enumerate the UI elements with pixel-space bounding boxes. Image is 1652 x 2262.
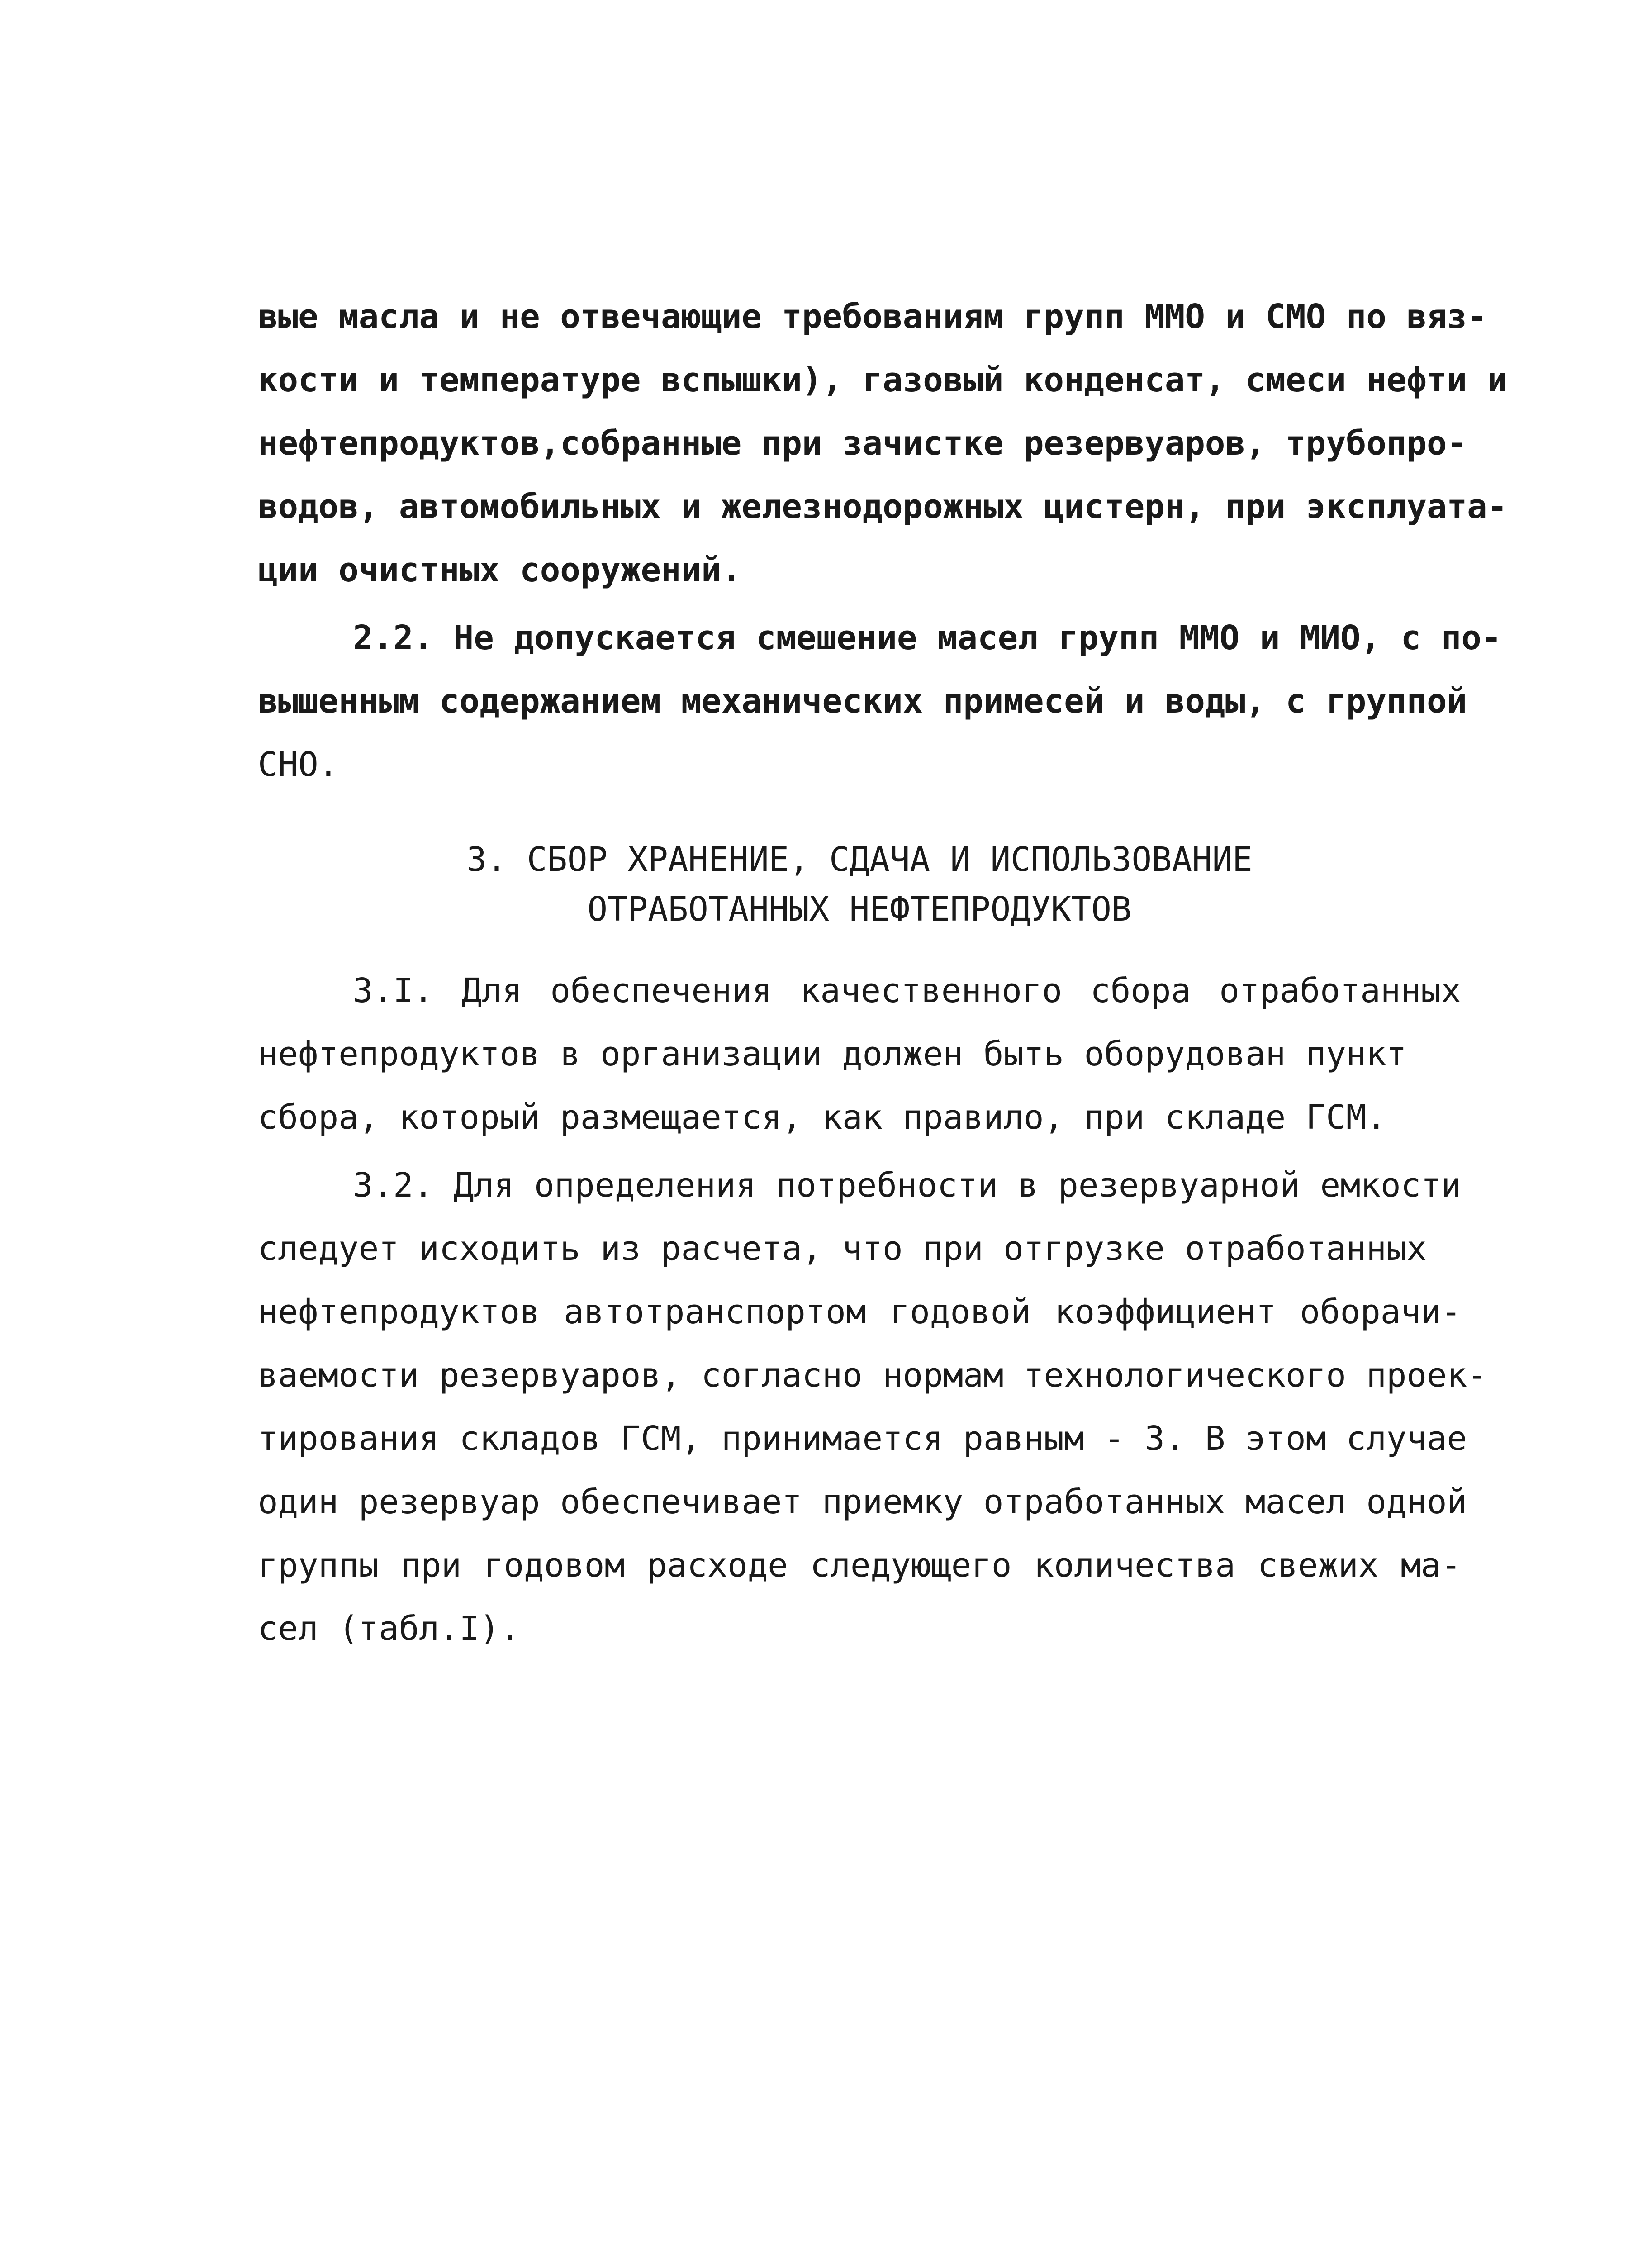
text-line: группы при годовом расходе следующего количества свежих ма- (258, 1546, 1461, 1585)
text-line: один резервуар обеспечивает приемку отработанных масел одной (258, 1483, 1467, 1521)
text-line: следует исходить из расчета, что при отгрузке отработанных (258, 1229, 1427, 1268)
text-line: СНО. (258, 745, 339, 784)
text-line: нефтепродуктов в организации должен быть оборудован пункт (258, 1035, 1407, 1074)
text-line: 3.I. Для обеспечения качественного сбора отработанных (353, 971, 1461, 1010)
text-line: тирования складов ГСМ, принимается равным - 3. В этом случае (258, 1419, 1467, 1458)
text-line: нефтепродуктов,собранные при зачистке резервуаров, трубопро- (258, 424, 1467, 463)
text-line: сел (табл.I). (258, 1609, 520, 1648)
text-line: нефтепродуктов автотранспортом годовой коэффициент оборачи- (258, 1293, 1461, 1331)
text-line: вые масла и не отвечающие требованиям групп ММО и СМО по вяз- (258, 297, 1487, 336)
section-heading: ОТРАБОТАННЫХ НЕФТЕПРОДУКТОВ (587, 890, 1132, 929)
text-line: ваемости резервуаров, согласно нормам технологического проек- (258, 1356, 1487, 1395)
text-line: вышенным содержанием механических примесей и воды, с группой (258, 682, 1467, 721)
text-line: сбора, который размещается, как правило, при складе ГСМ. (258, 1098, 1386, 1137)
text-line: водов, автомобильных и железнодорожных цистерн, при эксплуата- (258, 487, 1508, 526)
text-line: 3.2. Для определения потребности в резервуарной емкости (353, 1166, 1462, 1205)
section-heading: 3. СБОР ХРАНЕНИЕ, СДАЧА И ИСПОЛЬЗОВАНИЕ (466, 840, 1253, 879)
text-line: кости и температуре вспышки), газовый конденсат, смеси нефти и (258, 361, 1508, 399)
text-line: 2.2. Не допускается смешение масел групп ММО и МИО, с по- (353, 618, 1502, 657)
text-line: ции очистных сооружений. (258, 551, 742, 589)
